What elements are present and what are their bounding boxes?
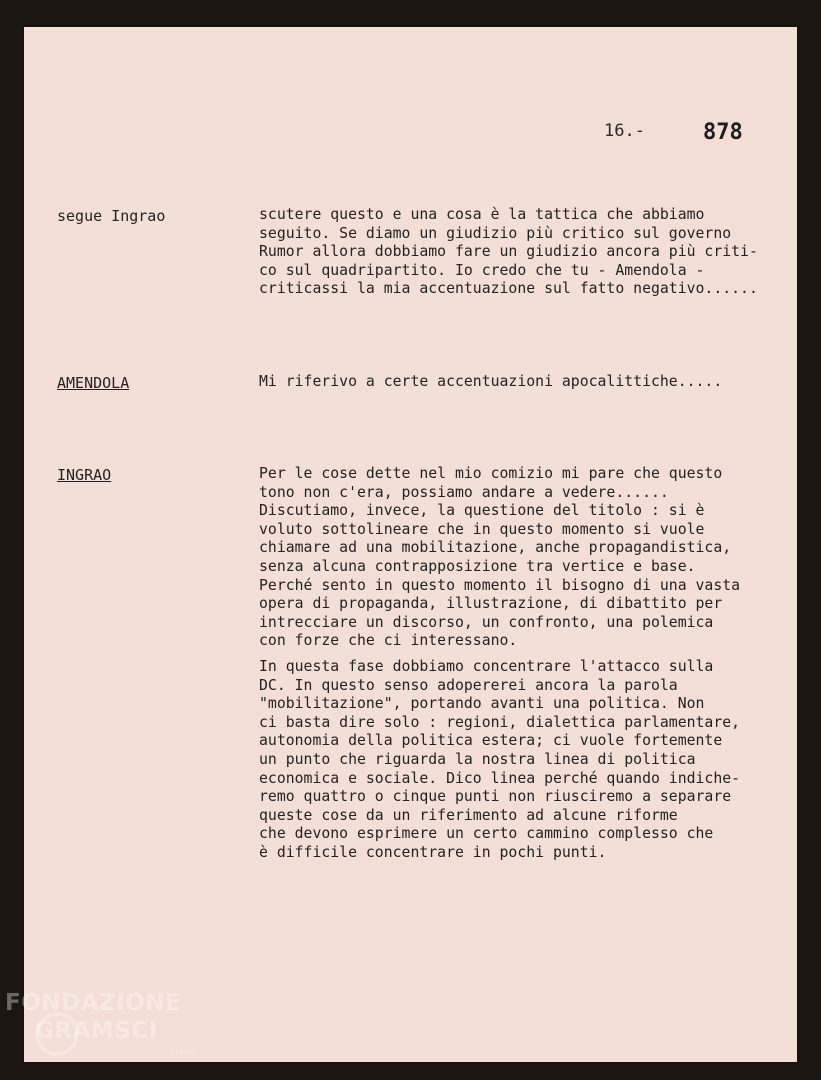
page-label: 16.- [604, 121, 645, 141]
paragraph-ingrao-2: In questa fase dobbiamo concentrare l'attacco sulla DC. In questo senso adopererei ancora la parola "mobilitazione", portando avanti una politica. Non ci basta dire solo : regioni, dialettica parlamentare, autonomia della politica estera; ci vuole fortemente un punto che riguarda la nostra linea di politica economica e sociale. Dico linea perché quando indiche- remo quattro o cinque punti non riusciremo a separare queste cose da un riferimento ad alcune riforme che devono esprimere un certo cammino complesso che è difficile concentrare in pochi punti. [259, 658, 741, 861]
paragraph-amendola: Mi riferivo a certe accentuazioni apocalittiche..... [259, 373, 723, 390]
watermark-line2: GRAMSCI [35, 1018, 158, 1044]
speaker-ingrao: INGRAO [57, 466, 112, 484]
paragraph-ingrao-continued: scutere questo e una cosa è la tattica che abbiamo seguito. Se diamo un giudizio più critico sul governo Rumor allora dobbiamo fare un giudizio ancora più criti- co sul quadripartito. Io credo che tu - Amendola - criticassi la mia accentuazione sul fatto negativo...... [259, 206, 758, 298]
paragraph-ingrao-1: Per le cose dette nel mio comizio mi pare che questo tono non c'era, possiamo andare a vedere...... Discutiamo, invece, la questione del titolo : si è voluto sottolineare che in questo momento si vuole chiamare ad una mobilitazione, anche propagandistica, senza alcuna contrapposizione tra vertice e base. Perché sento in questo momento il bisogno di una vasta opera di propaganda, illustrazione, di dibattito per intrecciare un discorso, un confronto, una polemica con forze che ci interessano. [259, 465, 741, 650]
folio-number: 878 [703, 120, 743, 145]
fondazione-gramsci-watermark [5, 990, 194, 1057]
watermark-line1: FONDAZIONE [5, 990, 182, 1016]
watermark-small: onlus [170, 1048, 194, 1057]
speaker-segue-ingrao: segue Ingrao [57, 207, 166, 225]
speaker-amendola: AMENDOLA [57, 374, 130, 392]
